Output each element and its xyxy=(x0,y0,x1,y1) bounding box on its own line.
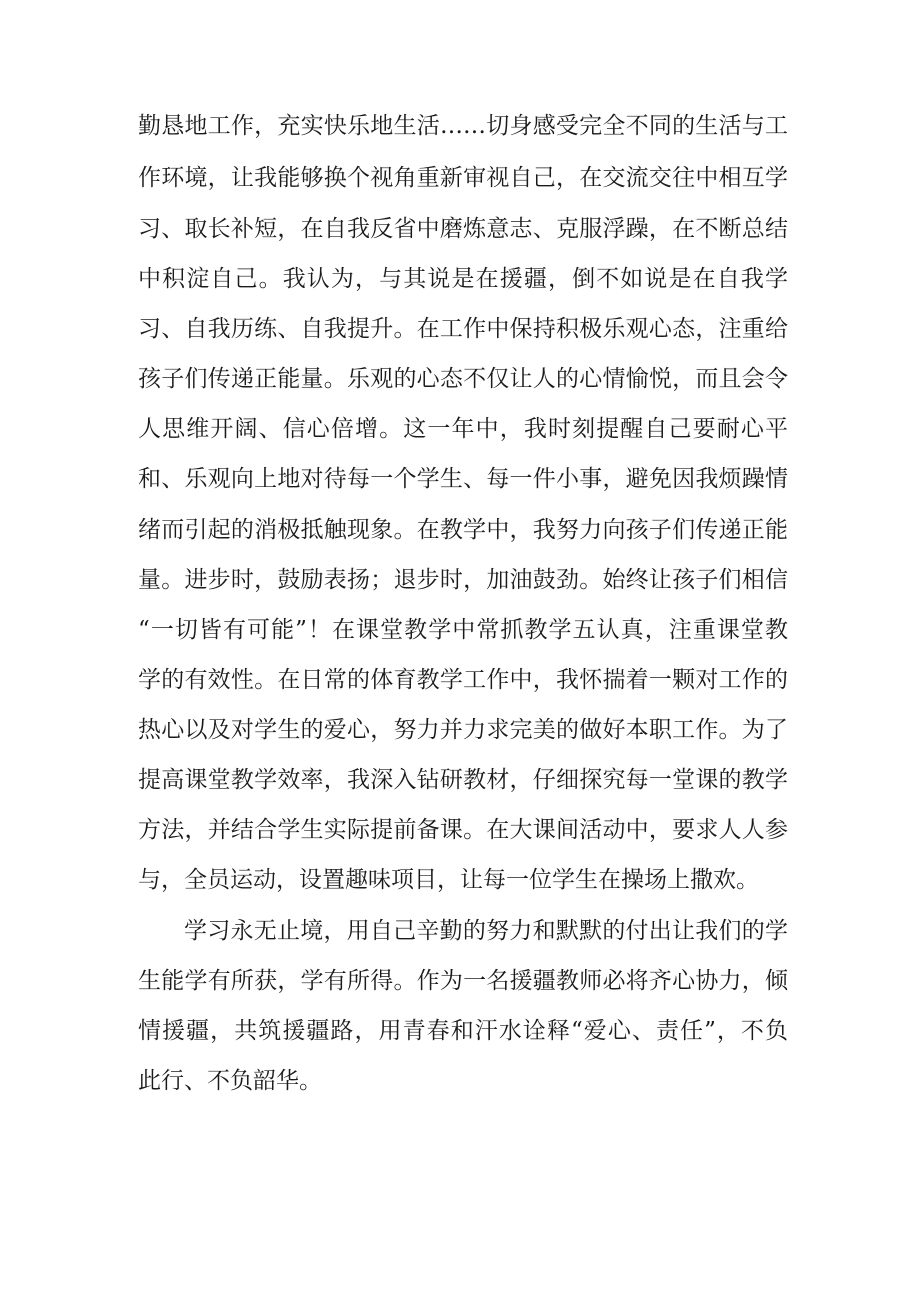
text-line: 绪而引起的消极抵触现象。在教学中，我努力向孩子们传递正能 xyxy=(138,517,788,543)
text-line: 孩子们传递正能量。乐观的心态不仅让人的心情愉悦，而且会令 xyxy=(138,366,788,392)
text-line: 学习永无止境，用自己辛勤的努力和默默的付出让我们的学 xyxy=(184,918,788,944)
text-line: 热心以及对学生的爱心，努力并力求完美的做好本职工作。为了 xyxy=(138,717,788,743)
text-line: 情援疆，共筑援疆路，用青春和汗水诠释“爱心、责任”，不负 xyxy=(138,1018,788,1044)
text-line: 习、自我历练、自我提升。在工作中保持积极乐观心态，注重给 xyxy=(138,316,788,342)
text-line: 中积淀自己。我认为，与其说是在援疆，倒不如说是在自我学 xyxy=(138,266,788,292)
text-line: 提高课堂教学效率，我深入钻研教材，仔细探究每一堂课的教学 xyxy=(138,767,788,793)
text-line: 习、取长补短，在自我反省中磨炼意志、克服浮躁，在不断总结 xyxy=(138,216,788,242)
text-line: 作环境，让我能够换个视角重新审视自己，在交流交往中相互学 xyxy=(138,165,788,191)
text-line: 与，全员运动，设置趣味项目，让每一位学生在操场上撒欢。 xyxy=(138,867,759,893)
text-line: “一切皆有可能”！在课堂教学中常抓教学五认真，注重课堂教 xyxy=(138,617,788,643)
text-line: 此行、不负韶华。 xyxy=(138,1068,322,1094)
text-line: 生能学有所获，学有所得。作为一名援疆教师必将齐心协力，倾 xyxy=(138,968,788,994)
text-line: 学的有效性。在日常的体育教学工作中，我怀揣着一颗对工作的 xyxy=(138,667,788,693)
text-line: 人思维开阔、信心倍增。这一年中，我时刻提醒自己要耐心平 xyxy=(138,416,788,442)
text-line: 和、乐观向上地对待每一个学生、每一件小事，避免因我烦躁情 xyxy=(138,466,788,492)
text-line: 方法，并结合学生实际提前备课。在大课间活动中，要求人人参 xyxy=(138,817,788,843)
text-line: 量。进步时，鼓励表扬；退步时，加油鼓劲。始终让孩子们相信 xyxy=(138,567,788,593)
text-line: 勤恳地工作，充实快乐地生活……切身感受完全不同的生活与工 xyxy=(138,113,788,139)
